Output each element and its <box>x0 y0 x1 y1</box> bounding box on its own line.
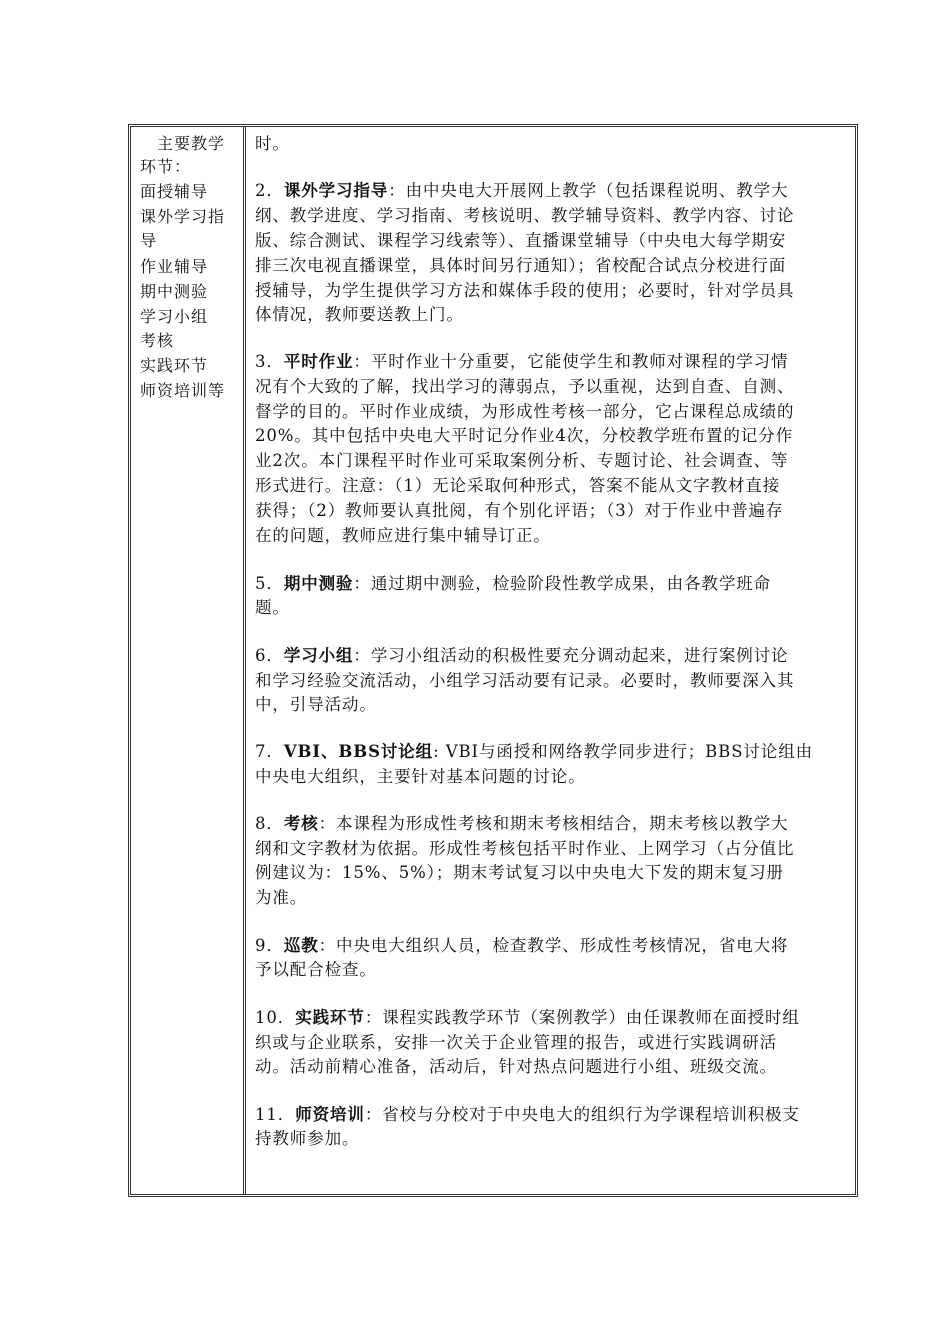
section-title: 期中测验 <box>283 574 354 593</box>
left-label-line: 环节： <box>140 157 192 176</box>
section-10-first-line <box>255 1007 800 1029</box>
paragraph-line: 20%。其中包括中央电大平时记分作业4次，分校教学班布置的记分作 <box>255 426 793 445</box>
paragraph-line: 纲、教学进度、学习指南、考核说明、教学辅导资料、教学内容、讨论 <box>255 206 795 225</box>
section-text: ：本课程为形成性考核和期末考核相结合，期末考核以教学大 <box>318 814 789 833</box>
section-11-first-line <box>255 1104 800 1126</box>
section-number: 9． <box>255 936 284 955</box>
section-title: 考核 <box>283 814 319 833</box>
section-6-first-line <box>255 645 788 667</box>
section-8-first-line <box>255 813 788 835</box>
section-title: 实践环节 <box>295 1008 365 1027</box>
paragraph-line: 业2次。本门课程平时作业可采取案例分析、专题讨论、社会调查、等 <box>255 451 789 470</box>
paragraph-line: 在的问题，教师应进行集中辅导订正。 <box>255 526 551 545</box>
left-label-line: 学习小组 <box>140 307 209 326</box>
paragraph-line: 排三次电视直播课堂，具体时间另行通知）；省校配合试点分校进行面 <box>255 256 787 275</box>
left-label-line: 作业辅导 <box>140 257 209 276</box>
paragraph-line: 中央电大组织，主要针对基本问题的讨论。 <box>255 767 586 786</box>
paragraph-line: 中，引导活动。 <box>255 695 377 714</box>
left-label-line: 面授辅导 <box>140 182 209 201</box>
left-label-line: 课外学习指 <box>140 207 226 226</box>
section-title: 师资培训 <box>295 1105 365 1124</box>
paragraph-line: 体情况，教师要送教上门。 <box>255 305 464 324</box>
section-number: 6． <box>255 646 284 665</box>
section-number: 11． <box>255 1105 296 1124</box>
left-label-line: 师资培训等 <box>140 381 226 400</box>
section-number: 3． <box>255 352 284 371</box>
section-2-first-line <box>255 180 788 202</box>
section-number: 10． <box>255 1008 296 1027</box>
paragraph-line: 题。 <box>255 598 290 617</box>
content-table <box>128 124 858 1197</box>
section-3-first-line <box>255 351 788 373</box>
paragraph-line: 纲和文字教材为依据。形成性考核包括平时作业、上网学习（占分值比 <box>255 839 795 858</box>
section-5-first-line <box>255 573 771 595</box>
paragraph-line: 时。 <box>255 134 290 153</box>
section-title: 学习小组 <box>283 646 354 665</box>
paragraph-line: 版、综合测试、课程学习线索等）、直播课堂辅导（中央电大每学期安 <box>255 231 787 250</box>
paragraph-line: 获得；（2）教师要认真批阅，有个别化评语；（3）对于作业中普遍存 <box>255 501 784 520</box>
section-text: : VBI与函授和网络教学同步进行；BBS讨论组由 <box>433 742 814 761</box>
section-text: ：课程实践教学环节（案例教学）由任课教师在面授时组 <box>364 1008 800 1027</box>
paragraph-line: 和学习经验交流活动，小组学习活动要有记录。必要时，教师要深入其 <box>255 671 795 690</box>
section-text: ：学习小组活动的积极性要充分调动起来，进行案例讨论 <box>353 646 789 665</box>
paragraph-line: 授辅导，为学生提供学习方法和媒体手段的使用；必要时，针对学员具 <box>255 281 795 300</box>
paragraph-line: 为准。 <box>255 888 308 907</box>
section-text: ：通过期中测验，检验阶段性教学成果，由各教学班命 <box>353 574 772 593</box>
section-text: ：由中央电大开展网上教学（包括课程说明、教学大 <box>388 181 789 200</box>
left-label-line: 期中测验 <box>140 282 209 301</box>
section-9-first-line <box>255 935 788 957</box>
paragraph-line: 督学的目的。平时作业成绩，为形成性考核一部分，它占课程总成绩的 <box>255 402 795 421</box>
paragraph-line: 动。活动前精心准备，活动后，针对热点问题进行小组、班级交流。 <box>255 1057 777 1076</box>
left-label-line: 主要教学 <box>157 134 226 153</box>
left-label-line: 考核 <box>140 331 175 350</box>
section-text: ：省校与分校对于中央电大的组织行为学课程培训积极支 <box>364 1105 800 1124</box>
section-title: 平时作业 <box>283 352 354 371</box>
section-text: ：中央电大组织人员，检查教学、形成性考核情况，省电大将 <box>318 936 789 955</box>
section-title: 课外学习指导 <box>283 181 389 200</box>
section-number: 2． <box>255 181 284 200</box>
section-title: VBI、BBS讨论组 <box>283 742 434 761</box>
paragraph-line: 况有个大致的了解，找出学习的薄弱点，予以重视，达到自查、自测、 <box>255 377 795 396</box>
paragraph-line: 织或与企业联系，安排一次关于企业管理的报告，或进行实践调研活 <box>255 1033 777 1052</box>
left-label-line: 导 <box>140 231 158 250</box>
section-text: ：平时作业十分重要，它能使学生和教师对课程的学习情 <box>353 352 789 371</box>
right-column-content-cell <box>249 127 855 1194</box>
paragraph-line: 例建议为：15%、5%）；期末考试复习以中央电大下发的期末复习册 <box>255 863 784 882</box>
left-column-label-cell <box>131 127 246 1194</box>
section-7-first-line <box>255 741 813 763</box>
section-title: 巡教 <box>283 936 319 955</box>
paragraph-line: 予以配合检查。 <box>255 960 377 979</box>
section-number: 8． <box>255 814 284 833</box>
section-number: 7． <box>255 742 284 761</box>
paragraph-line: 持教师参加。 <box>255 1129 360 1148</box>
left-label-line: 实践环节 <box>140 356 209 375</box>
section-number: 5． <box>255 574 284 593</box>
paragraph-line: 形式进行。注意：（1）无论采取何种形式，答案不能从文字教材直接 <box>255 476 781 495</box>
